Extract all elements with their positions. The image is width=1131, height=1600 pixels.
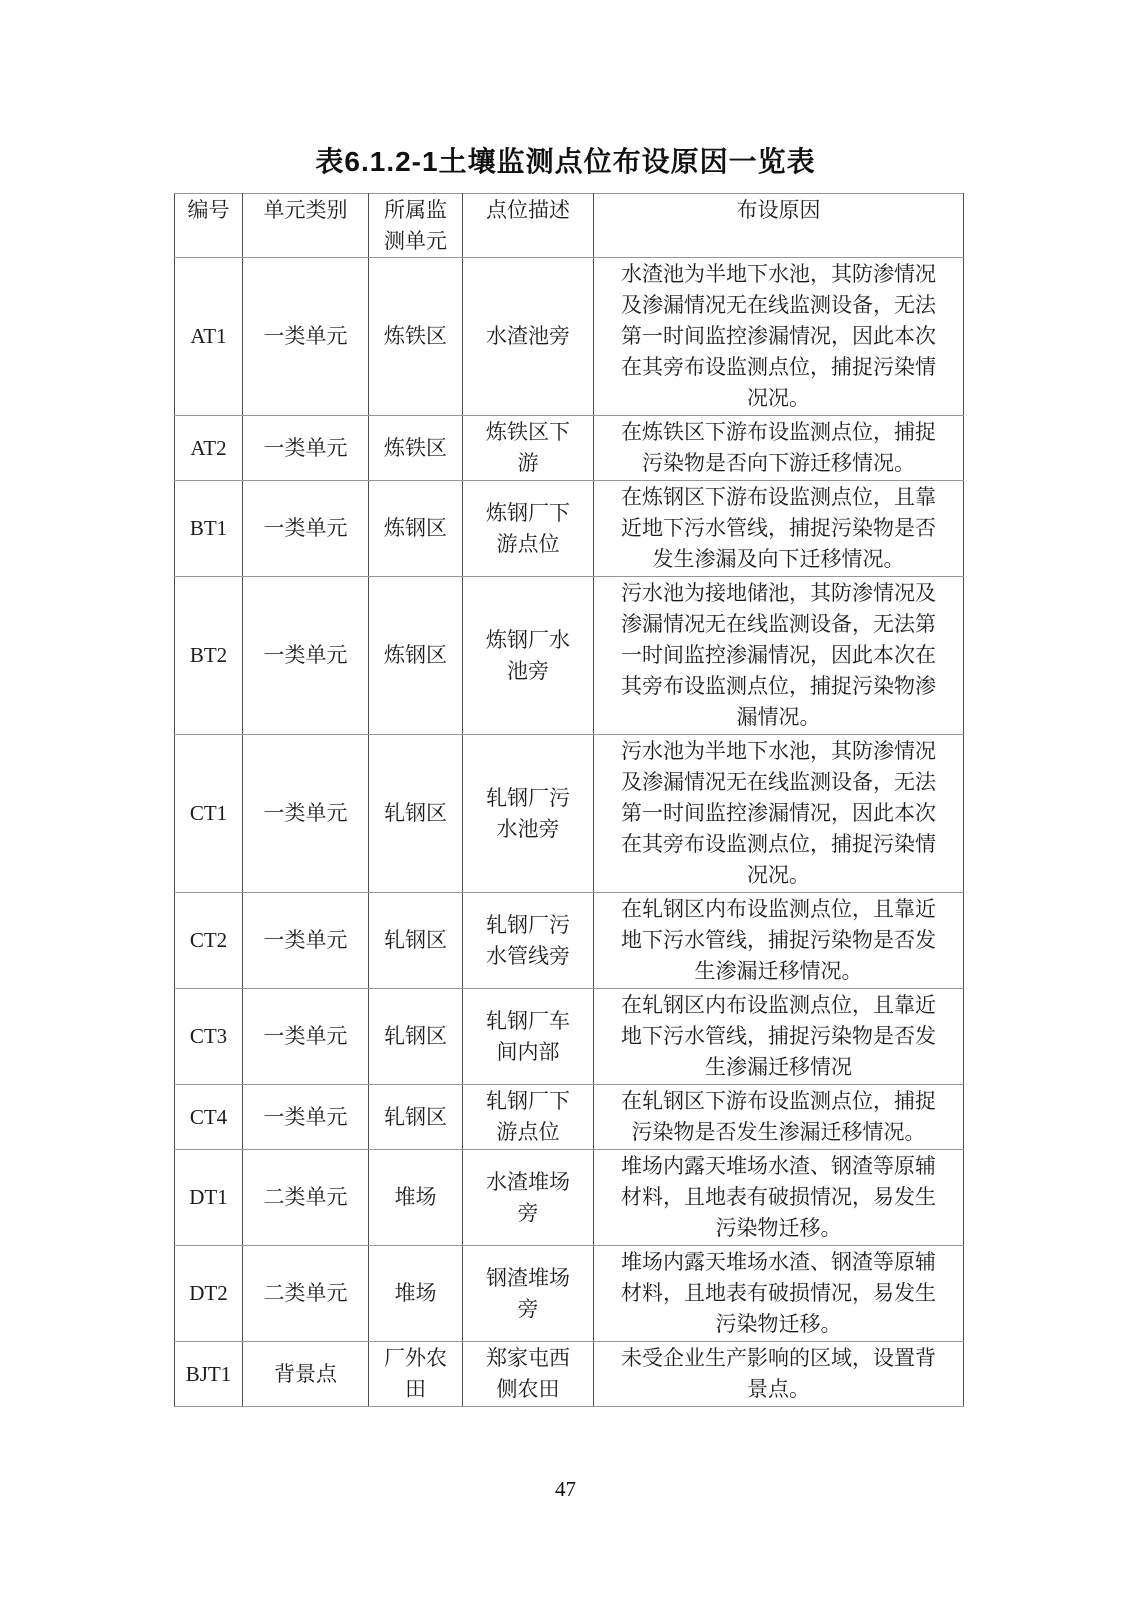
table-row xyxy=(175,989,964,1085)
cell-reason: 在炼铁区下游布设监测点位，捕捉污染物是否向下游迁移情况。 xyxy=(594,416,964,481)
cell-point-id: CT4 xyxy=(175,1085,243,1150)
cell-location: 轧钢厂下游点位 xyxy=(463,1085,594,1150)
table-row xyxy=(175,577,964,735)
cell-reason: 污水池为接地储池，其防渗情况及渗漏情况无在线监测设备，无法第一时间监控渗漏情况，因此本次在其旁布设监测点位，捕捉污染物渗漏情况。 xyxy=(594,577,964,735)
table-row xyxy=(175,1342,964,1407)
table-row xyxy=(175,893,964,989)
cell-monitor-unit: 轧钢区 xyxy=(369,989,463,1085)
cell-monitor-unit: 厂外农田 xyxy=(369,1342,463,1407)
cell-point-id: AT2 xyxy=(175,416,243,481)
table-row xyxy=(175,416,964,481)
table-row xyxy=(175,1150,964,1246)
table-row xyxy=(175,1085,964,1150)
header-cell-monitor-unit: 所属监测单元 xyxy=(369,194,463,258)
cell-reason: 堆场内露天堆场水渣、钢渣等原辅材料，且地表有破损情况，易发生污染物迁移。 xyxy=(594,1150,964,1246)
cell-unit-type: 二类单元 xyxy=(243,1246,369,1342)
cell-unit-type: 一类单元 xyxy=(243,481,369,577)
cell-point-id: BJT1 xyxy=(175,1342,243,1407)
cell-location: 轧钢厂污水池旁 xyxy=(463,735,594,893)
cell-location: 水渣池旁 xyxy=(463,258,594,416)
header-cell-point-id: 编号 xyxy=(175,194,243,258)
cell-point-id: CT1 xyxy=(175,735,243,893)
cell-point-id: CT2 xyxy=(175,893,243,989)
cell-monitor-unit: 堆场 xyxy=(369,1150,463,1246)
cell-location: 炼钢厂下游点位 xyxy=(463,481,594,577)
cell-location: 郑家屯西侧农田 xyxy=(463,1342,594,1407)
header-cell-reason: 布设原因 xyxy=(594,194,964,258)
cell-location: 水渣堆场旁 xyxy=(463,1150,594,1246)
cell-unit-type: 一类单元 xyxy=(243,893,369,989)
cell-point-id: BT1 xyxy=(175,481,243,577)
table-row xyxy=(175,1246,964,1342)
cell-monitor-unit: 堆场 xyxy=(369,1246,463,1342)
table-row xyxy=(175,481,964,577)
cell-monitor-unit: 轧钢区 xyxy=(369,1085,463,1150)
table-body xyxy=(175,258,964,1407)
cell-point-id: BT2 xyxy=(175,577,243,735)
cell-unit-type: 一类单元 xyxy=(243,1085,369,1150)
cell-reason: 在轧钢区内布设监测点位，且靠近地下污水管线，捕捉污染物是否发生渗漏迁移情况。 xyxy=(594,893,964,989)
cell-monitor-unit: 炼铁区 xyxy=(369,258,463,416)
header-cell-location: 点位描述 xyxy=(463,194,594,258)
table-row xyxy=(175,735,964,893)
cell-point-id: CT3 xyxy=(175,989,243,1085)
cell-unit-type: 二类单元 xyxy=(243,1150,369,1246)
cell-unit-type: 一类单元 xyxy=(243,577,369,735)
cell-unit-type: 背景点 xyxy=(243,1342,369,1407)
cell-monitor-unit: 炼铁区 xyxy=(369,416,463,481)
page-number: 47 xyxy=(555,1477,576,1501)
header-row xyxy=(175,194,964,258)
cell-location: 炼铁区下游 xyxy=(463,416,594,481)
cell-monitor-unit: 轧钢区 xyxy=(369,735,463,893)
table-title: 表6.1.2-1土壤监测点位布设原因一览表 xyxy=(315,146,816,177)
cell-reason: 在轧钢区内布设监测点位，且靠近地下污水管线，捕捉污染物是否发生渗漏迁移情况 xyxy=(594,989,964,1085)
cell-monitor-unit: 轧钢区 xyxy=(369,893,463,989)
cell-reason: 在轧钢区下游布设监测点位，捕捉污染物是否发生渗漏迁移情况。 xyxy=(594,1085,964,1150)
cell-unit-type: 一类单元 xyxy=(243,416,369,481)
cell-location: 炼钢厂水池旁 xyxy=(463,577,594,735)
cell-location: 钢渣堆场旁 xyxy=(463,1246,594,1342)
cell-reason: 未受企业生产影响的区域，设置背景点。 xyxy=(594,1342,964,1407)
header-cell-unit-type: 单元类别 xyxy=(243,194,369,258)
cell-point-id: DT2 xyxy=(175,1246,243,1342)
soil-monitoring-points-table xyxy=(174,193,964,1407)
cell-unit-type: 一类单元 xyxy=(243,735,369,893)
cell-monitor-unit: 炼钢区 xyxy=(369,481,463,577)
table-row xyxy=(175,258,964,416)
cell-reason: 堆场内露天堆场水渣、钢渣等原辅材料，且地表有破损情况，易发生污染物迁移。 xyxy=(594,1246,964,1342)
cell-unit-type: 一类单元 xyxy=(243,989,369,1085)
cell-reason: 在炼钢区下游布设监测点位，且靠近地下污水管线，捕捉污染物是否发生渗漏及向下迁移情况。 xyxy=(594,481,964,577)
cell-monitor-unit: 炼钢区 xyxy=(369,577,463,735)
cell-reason: 污水池为半地下水池，其防渗情况及渗漏情况无在线监测设备，无法第一时间监控渗漏情况，因此本次在其旁布设监测点位，捕捉污染情况况。 xyxy=(594,735,964,893)
cell-unit-type: 一类单元 xyxy=(243,258,369,416)
cell-location: 轧钢厂污水管线旁 xyxy=(463,893,594,989)
cell-reason: 水渣池为半地下水池，其防渗情况及渗漏情况无在线监测设备，无法第一时间监控渗漏情况，因此本次在其旁布设监测点位，捕捉污染情况况。 xyxy=(594,258,964,416)
cell-point-id: DT1 xyxy=(175,1150,243,1246)
cell-point-id: AT1 xyxy=(175,258,243,416)
cell-location: 轧钢厂车间内部 xyxy=(463,989,594,1085)
